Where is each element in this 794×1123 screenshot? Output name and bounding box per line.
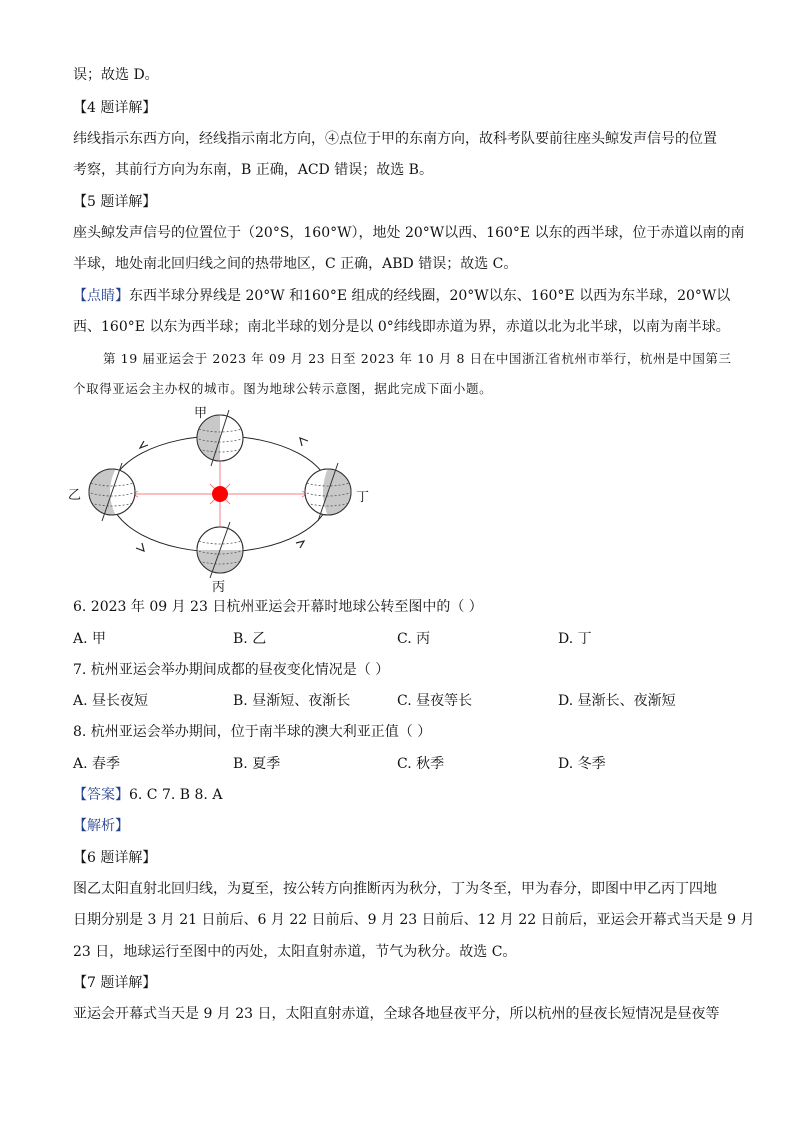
text-line: 座头鲸发声信号的位置位于（20°S，160°W），地处 20°W以西、160°E 以东的西半球，位于赤道以南的南 xyxy=(73,225,745,241)
earth-ding-icon xyxy=(303,463,353,521)
intro-line: 第 19 届亚运会于 2023 年 09 月 23 日至 2023 年 10 月 8 日在中国浙江省杭州市举行，杭州是中国第三 xyxy=(103,351,732,366)
text-line: 23 日，地球运行至图中的丙处，太阳直射赤道，节气为秋分。故选 C。 xyxy=(73,944,517,960)
q6-option-b: B. 乙 xyxy=(233,631,267,647)
label-bing: 丙 xyxy=(212,580,226,595)
q7-option-b: B. 昼渐短、夜渐长 xyxy=(233,693,351,709)
tip-tag: 【点睛】 xyxy=(73,288,129,304)
section-heading-q7: 【7 题详解】 xyxy=(73,975,157,991)
label-jia: 甲 xyxy=(194,406,208,421)
question-6: 6. 2023 年 09 月 23 日杭州亚运会开幕时地球公转至图中的（ ） xyxy=(73,599,483,615)
q6-option-d: D. 丁 xyxy=(558,631,592,647)
q8-option-d: D. 冬季 xyxy=(558,756,606,772)
label-yi: 乙 xyxy=(68,488,82,503)
text-line: 半球，地处南北回归线之间的热带地区，C 正确，ABD 错误；故选 C。 xyxy=(73,256,518,272)
question-7: 7. 杭州亚运会举办期间成都的昼夜变化情况是（ ） xyxy=(73,662,390,678)
q6-option-a: A. 甲 xyxy=(73,631,107,647)
text-line: 误；故选 D。 xyxy=(73,67,159,83)
section-heading-q5: 【5 题详解】 xyxy=(73,194,157,210)
earth-bing-icon xyxy=(194,522,246,578)
analysis-heading: 【解析】 xyxy=(73,818,129,834)
text-line: 日期分别是 3 月 21 日前后、6 月 22 日前后、9 月 23 日前后、12 月 22 日前后，亚运会开幕式当天是 9 月 xyxy=(73,912,755,928)
text-line: 亚运会开幕式当天是 9 月 23 日，太阳直射赤道，全球各地昼夜平分，所以杭州的昼夜长短情况是昼夜等 xyxy=(73,1006,720,1022)
tip-text: 东西半球分界线是 20°W 和160°E 组成的经线圈，20°W以东、160°E 以西为东半球，20°W以 xyxy=(129,288,731,304)
intro-line: 个取得亚运会主办权的城市。图为地球公转示意图，据此完成下面小题。 xyxy=(73,381,493,396)
text-line: 西、160°E 以东为西半球；南北半球的划分是以 0°纬线即赤道为界，赤道以北为北半球，以南为南半球。 xyxy=(73,319,730,335)
sun-icon xyxy=(210,484,230,504)
orbit-arrow-icon xyxy=(140,441,148,448)
text-line: 纬线指示东西方向，经线指示南北方向，④点位于甲的东南方向，故科考队要前往座头鲸发声信号的位置 xyxy=(73,131,717,147)
answer-values: 6. C 7. B 8. A xyxy=(129,787,223,803)
earth-revolution-figure xyxy=(68,400,372,595)
text-line: 考察，其前行方向为东南，B 正确，ACD 错误；故选 B。 xyxy=(73,162,433,178)
answer-line xyxy=(73,786,222,804)
section-heading-q4: 【4 题详解】 xyxy=(73,100,157,116)
q7-option-a: A. 昼长夜短 xyxy=(73,693,149,709)
q8-option-a: A. 春季 xyxy=(73,756,121,772)
q8-option-c: C. 秋季 xyxy=(397,756,445,772)
orbit-arrow-icon xyxy=(136,543,144,551)
earth-yi-icon xyxy=(87,463,137,521)
q8-option-b: B. 夏季 xyxy=(233,756,281,772)
label-ding: 丁 xyxy=(356,490,370,505)
q7-option-c: C. 昼夜等长 xyxy=(397,693,473,709)
section-heading-q6: 【6 题详解】 xyxy=(73,850,157,866)
orbit-arrow-icon xyxy=(300,438,308,446)
text-line: 图乙太阳直射北回归线，为夏至，按公转方向推断丙为秋分，丁为冬至，甲为春分，即图中甲乙丙丁四地 xyxy=(73,881,717,897)
q7-option-d: D. 昼渐长、夜渐短 xyxy=(558,693,676,709)
orbit-arrow-icon xyxy=(296,541,304,548)
orbit-diagram xyxy=(82,400,372,592)
question-8: 8. 杭州亚运会举办期间，位于南半球的澳大利亚正值（ ） xyxy=(73,724,432,740)
answer-tag: 【答案】 xyxy=(73,787,129,803)
tip-line xyxy=(73,287,730,305)
q6-option-c: C. 丙 xyxy=(397,631,431,647)
